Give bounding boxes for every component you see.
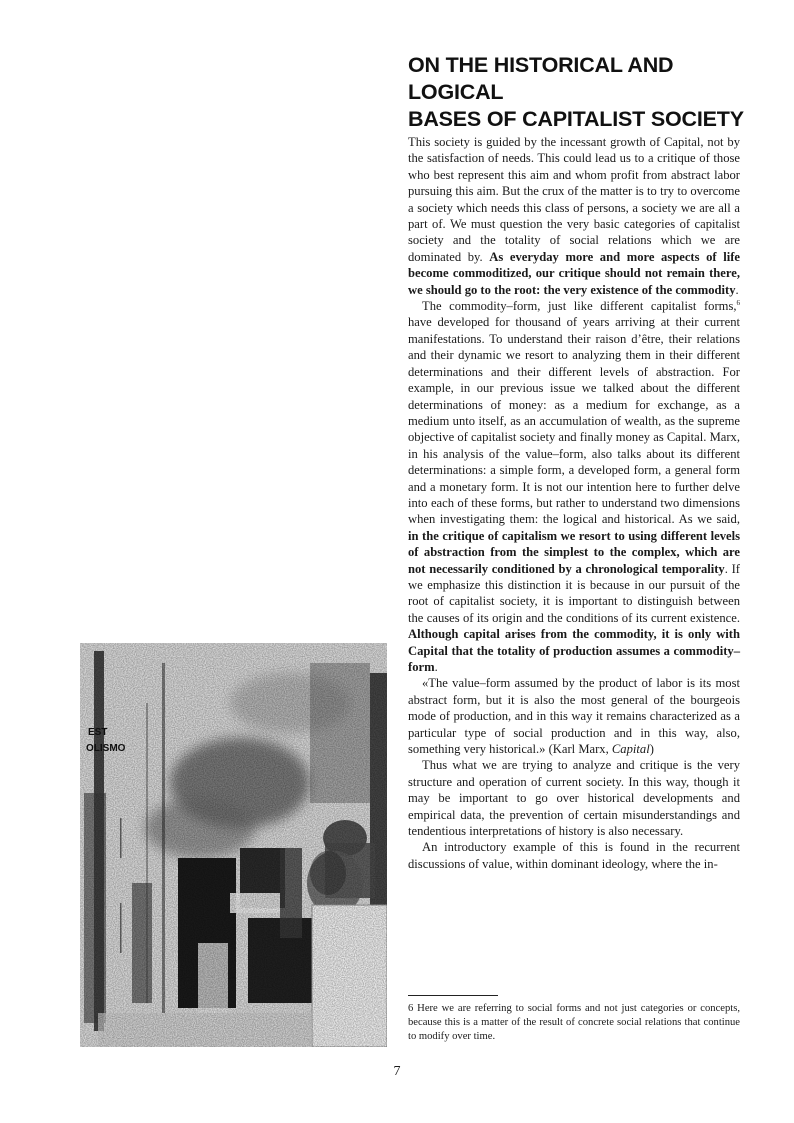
- text-segment: The commodity–form, just like different capitalist forms,: [422, 299, 737, 314]
- body-paragraph: [408, 134, 740, 298]
- body-paragraph: [408, 757, 740, 839]
- text-segment: Although capital arises from the commodity, it is only with Capital that the totality of production assumes a commodity–form: [408, 627, 740, 674]
- text-segment: Capital: [611, 742, 650, 757]
- text-segment: .: [434, 660, 438, 674]
- text-segment: As everyday more and more aspects of life become commoditized, our critique should not remain there, we should go to the root: the very existence of the commodity: [408, 249, 740, 297]
- footnote-marker: 6: [736, 298, 740, 307]
- text-segment: .: [735, 282, 739, 297]
- page-number: 7: [393, 1064, 401, 1079]
- body-paragraph: [408, 675, 740, 757]
- article-title-line-1: ON THE HISTORICAL AND LOGICAL: [408, 53, 674, 104]
- collage-image: [80, 643, 387, 1047]
- body-paragraph: [408, 298, 740, 675]
- article-title: [408, 52, 768, 133]
- article-body: [408, 134, 740, 872]
- footnote-rule: [408, 995, 498, 996]
- text-segment: in the critique of capitalism we resort to using different levels of abstraction from the simplest to the complex, which are not necessarily conditioned by a chronological temporality: [408, 528, 740, 576]
- text-segment: ): [649, 742, 654, 757]
- text-segment: have developed for thousand of years arriving at their current manifestations. To understand their raison d’être, their relations and their dynamic we resort to analyzing them in their different determinations and their different levels of abstraction. For example, in our previous issue we talked about the different determinations of money: as a medium for exchange, as a medium unto itself, as an accumulation of wealth, as the supreme objective of capitalist society and finally money as Capital. Marx, in his analysis of the value–form, also talks about its different determinations: a simple form, a developed form, a general form and a monetary form. It is not our intention here to further delve into each of these forms, but rather to understand two dimensions when investigating them: the logical and historical. As we said,: [408, 315, 740, 527]
- body-paragraph: [408, 839, 740, 872]
- footnote: 6 Here we are referring to social forms and not just categories or concepts, because this is a matter of the result of concrete social relations that continue to modify over time.: [408, 1003, 740, 1043]
- text-segment: Thus what we are trying to analyze and critique is the very structure and operation of current society. In this way, though it may be important to go over historical developments and empirical data, the prevention of certain misunderstandings and tendentious interpretations of history is also necessary.: [408, 758, 740, 839]
- text-segment: «The value–form assumed by the product of labor is its most abstract form, but it is also the most general of the bourgeois mode of production, and in this way it remains characterized as a particular type of social production and in this way, also, something very historical.» (Karl Marx,: [408, 676, 740, 757]
- text-segment: An introductory example of this is found in the recurrent discussions of value, within dominant ideology, where the in-: [408, 840, 740, 871]
- article-title-line-2: BASES OF CAPITALIST SOCIETY: [408, 107, 744, 131]
- text-segment: . If we emphasize this distinction it is because in our pursuit of the root of capitalist society, it is important to distinguish between the causes of its origin and the conditions of its current existence.: [408, 561, 741, 625]
- text-segment: This society is guided by the incessant growth of Capital, not by the satisfaction of needs. This could lead us to a critique of those who best represent this aim and whom profit from abstract labor pursuing this aim. But the crux of the matter is to try to overcome a society which needs this class of persons, a society we are all a part of. We must question the very basic categories of capitalist society and the totality of social relations which we are dominated by.: [408, 135, 740, 264]
